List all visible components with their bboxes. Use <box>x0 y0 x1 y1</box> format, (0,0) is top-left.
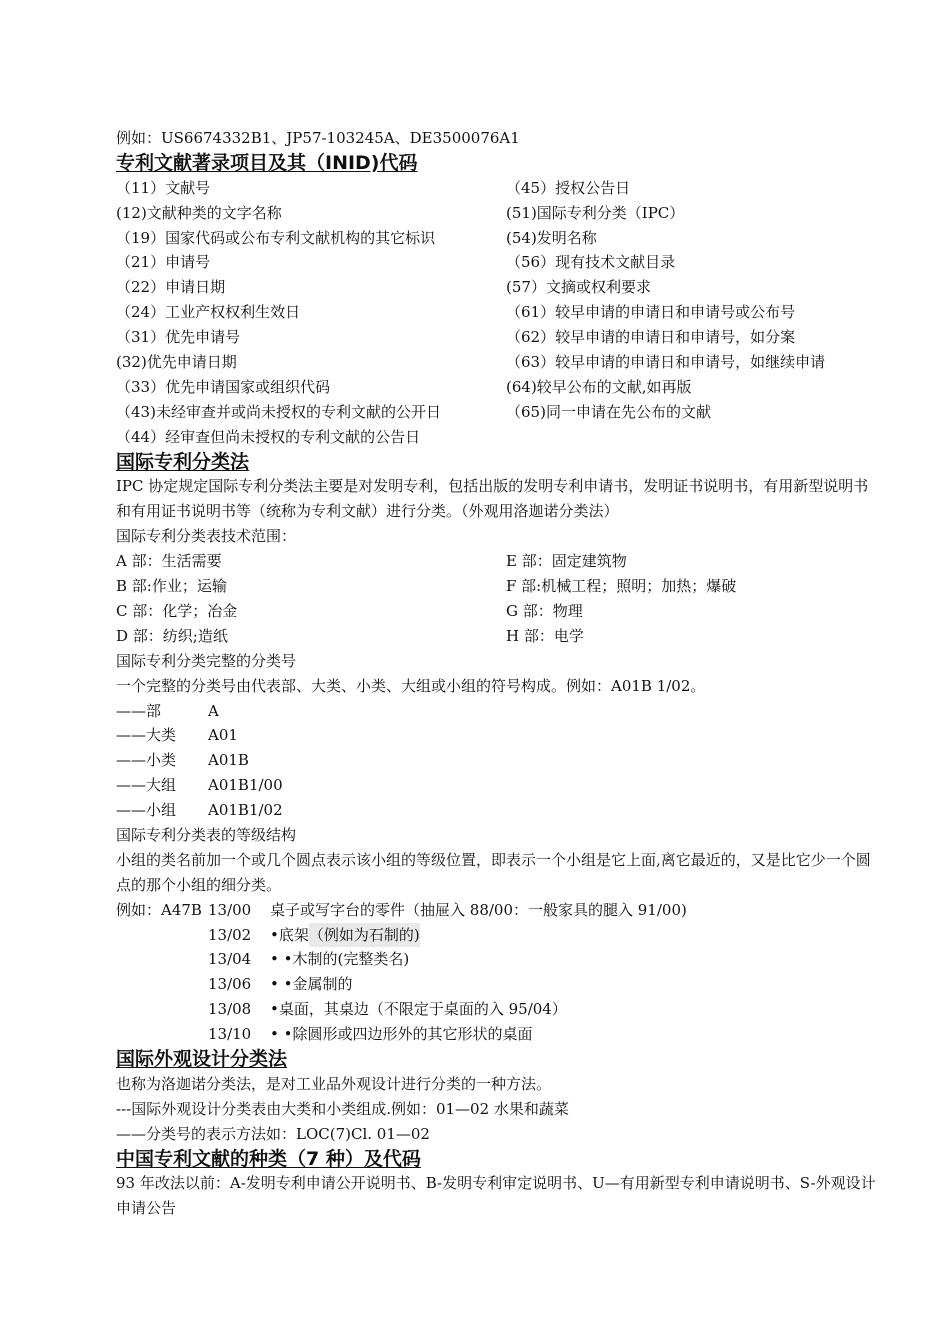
hierarchy-row <box>116 798 876 823</box>
example-text: • •除圆形或四边形外的其它形状的桌面 <box>270 1025 533 1044</box>
example-row <box>116 898 876 923</box>
example-highlight: （例如为石制的) <box>309 923 420 948</box>
ipc-section: G 部：物理 <box>506 601 583 620</box>
hierarchy-row <box>116 699 876 724</box>
inid-item: （62）较早申请的申请日和申请号，如分案 <box>506 328 796 347</box>
inid-heading: 专利文献著录项目及其（INID)代码 <box>116 151 418 174</box>
example-number: 13/00 <box>208 900 252 919</box>
intro-example: 例如：US6674332B1、JP57-103245A、DE3500076A1 <box>116 129 520 147</box>
inid-item: （24）工业产权权利生效日 <box>116 303 301 322</box>
inid-item: （43)未经审查并或尚未授权的专利文献的公开日 <box>116 402 441 421</box>
example-prefix: 例如：A47B <box>116 900 202 919</box>
inid-item: （33）优先申请国家或组织代码 <box>116 377 331 396</box>
example-number: 13/06 <box>208 975 252 994</box>
ipc-section: C 部：化学；冶金 <box>116 601 238 620</box>
inid-columns <box>116 176 876 450</box>
ipc-section-row <box>116 574 876 599</box>
hierarchy-level: ——小组 <box>116 801 177 820</box>
ipc-section-row <box>116 599 876 624</box>
inid-item: （19）国家代码或公布专利文献机构的其它标识 <box>116 228 436 247</box>
ipc-scope-label: 国际专利分类表技术范围： <box>116 527 297 546</box>
ipc-full-desc: 一个完整的分类号由代表部、大类、小类、大组或小组的符号构成。例如：A01B 1/02。 <box>116 676 706 695</box>
locarno-heading: 国际外观设计分类法 <box>116 1048 288 1071</box>
example-row <box>116 1022 876 1047</box>
hierarchy-level: ——大类 <box>116 726 177 745</box>
inid-item: （21）申请号 <box>116 253 211 272</box>
inid-item: （44）经审查但尚未授权的专利文献的公告日 <box>116 427 421 446</box>
ipc-full-label: 国际专利分类完整的分类号 <box>116 651 297 670</box>
inid-item: （65)同一申请在先公布的文献 <box>506 402 711 421</box>
example-text: • •木制的(完整类名) <box>270 950 410 969</box>
example-number: 13/08 <box>208 1000 252 1019</box>
ipc-section-row <box>116 624 876 649</box>
inid-item: (64)较早公布的文献,如再版 <box>506 377 692 396</box>
example-number: 13/04 <box>208 950 252 969</box>
hierarchy-code: A01B1/02 <box>208 801 283 820</box>
ipc-level-desc: 小组的类名前加一个或几个圆点表示该小组的等级位置，即表示一个小组是它上面,离它最近的，又是比它少一个圆点的那个小组的细分类。 <box>116 850 871 894</box>
hierarchy-row <box>116 773 876 798</box>
ipc-section: A 部：生活需要 <box>116 552 222 571</box>
ipc-level-label: 国际专利分类表的等级结构 <box>116 825 297 844</box>
example-text: •底架 <box>270 925 309 944</box>
ipc-section: E 部：固定建筑物 <box>506 552 627 571</box>
document-page <box>116 126 876 1221</box>
china-paragraph: 93 年改法以前：A-发明专利申请公开说明书、B-发明专利审定说明书、U—有用新型专利申请说明书、S-外观设计申请公告 <box>116 1174 876 1218</box>
inid-item: （61）较早申请的申请日和申请号或公布号 <box>506 303 796 322</box>
inid-item: (57）文摘或权利要求 <box>506 278 651 297</box>
locarno-line: ---国际外观设计分类表由大类和小类组成.例如：01—02 水果和蔬菜 <box>116 1099 569 1118</box>
example-text: 桌子或写字台的零件（抽屉入 88/00：一般家具的腿入 91/00) <box>270 900 687 919</box>
china-heading: 中国专利文献的种类（7 种）及代码 <box>116 1147 421 1170</box>
locarno-line: ——分类号的表示方法如：LOC(7)Cl. 01—02 <box>116 1124 430 1143</box>
example-number: 13/02 <box>208 925 252 944</box>
example-number: 13/10 <box>208 1025 252 1044</box>
ipc-paragraph: IPC 协定规定国际专利分类法主要是对发明专利，包括出版的发明专利申请书，发明证书说明书，有用新型说明书和有用证书说明书等（统称为专利文献）进行分类。（外观用洛迦诺分类法） <box>116 477 869 521</box>
inid-item: (51)国际专利分类（IPC） <box>506 203 685 222</box>
inid-item: (54)发明名称 <box>506 228 597 247</box>
example-text: • •金属制的 <box>270 975 353 994</box>
inid-item: (12)文献种类的文字名称 <box>116 203 282 222</box>
inid-item: （56）现有技术文献目录 <box>506 253 676 272</box>
example-row <box>116 923 876 948</box>
locarno-line: 也称为洛迦诺分类法，是对工业品外观设计进行分类的一种方法。 <box>116 1074 552 1093</box>
example-row <box>116 972 876 997</box>
inid-item: （22）申请日期 <box>116 278 226 297</box>
ipc-section: B 部:作业；运输 <box>116 577 227 596</box>
ipc-heading: 国际专利分类法 <box>116 450 250 473</box>
hierarchy-code: A <box>208 701 219 720</box>
hierarchy-row <box>116 723 876 748</box>
ipc-section: H 部：电学 <box>506 626 584 645</box>
example-text: •桌面，其桌边（不限定于桌面的入 95/04） <box>270 1000 567 1019</box>
hierarchy-level: ——大组 <box>116 776 177 795</box>
hierarchy-row <box>116 748 876 773</box>
hierarchy-code: A01B <box>208 751 249 770</box>
ipc-section: D 部：纺织;造纸 <box>116 626 228 645</box>
inid-item: (32)优先申请日期 <box>116 353 237 372</box>
ipc-section: F 部:机械工程；照明；加热；爆破 <box>506 577 737 596</box>
ipc-section-row <box>116 549 876 574</box>
inid-right-column <box>506 176 876 450</box>
example-row <box>116 947 876 972</box>
inid-item: （31）优先申请号 <box>116 328 241 347</box>
inid-item: （63）较早申请的申请日和申请号，如继续申请 <box>506 353 826 372</box>
hierarchy-code: A01B1/00 <box>208 776 283 795</box>
inid-left-column <box>116 176 506 450</box>
inid-item: （45）授权公告日 <box>506 178 631 197</box>
hierarchy-level: ——小类 <box>116 751 177 770</box>
hierarchy-level: ——部 <box>116 701 162 720</box>
inid-item: （11）文献号 <box>116 178 211 197</box>
hierarchy-code: A01 <box>208 726 238 745</box>
example-row <box>116 997 876 1022</box>
